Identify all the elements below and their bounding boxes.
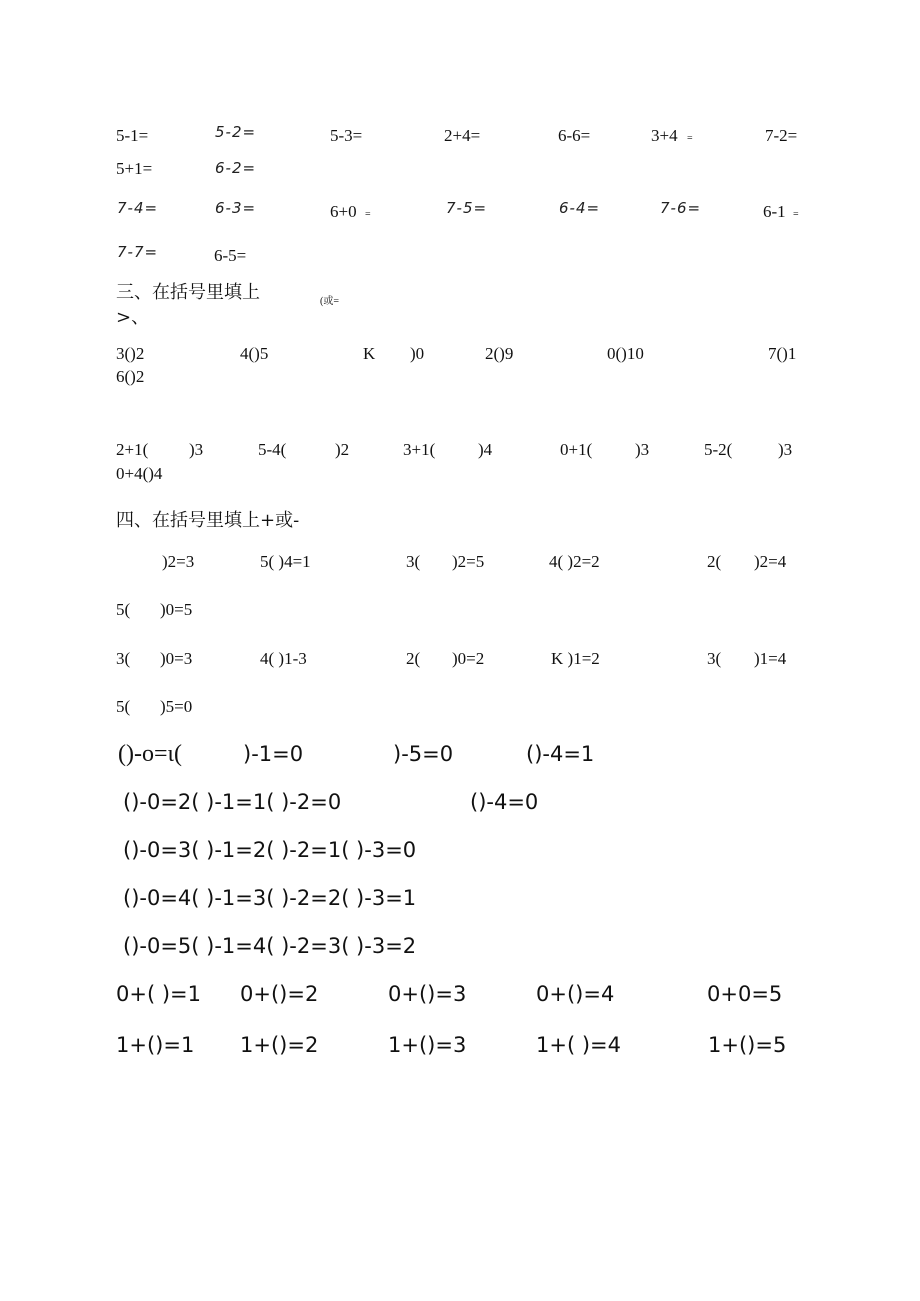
equation-3-plus-4: 3+4 [651, 126, 678, 145]
fill-line1-b: )-1=0 [243, 742, 304, 766]
sign-row2-c-left: 2( [406, 649, 421, 668]
section-three-title-cont: >、 [116, 307, 150, 328]
sign-row2-c-right: )0=2 [452, 649, 485, 668]
sign-row1-e-left: 2( [707, 552, 722, 571]
compare-4-5: 4()5 [240, 344, 269, 363]
fill-line1-c: )-5=0 [393, 742, 454, 766]
fill-line7-d: 1+( )=4 [536, 1033, 621, 1057]
fill-line2-b: ()-4=0 [470, 790, 539, 814]
sign-row1-e-right: )2=4 [754, 552, 787, 571]
sign-row2-f-left: 5( [116, 697, 131, 716]
compare-5minus2-right: )3 [778, 440, 793, 459]
fill-line6-c: 0+()=3 [388, 982, 467, 1006]
equation-6-4: 6-4= [559, 199, 601, 217]
sign-row2-f-right: )5=0 [160, 697, 193, 716]
equation-6-6: 6-6= [558, 126, 591, 145]
fill-line6-b: 0+()=2 [240, 982, 319, 1006]
fill-line4: ()-0=4( )-1=3( )-2=2( )-3=1 [123, 886, 417, 910]
sign-row2-a-left: 3( [116, 649, 131, 668]
equation-7-2: 7-2= [765, 126, 798, 145]
compare-k: K [363, 344, 376, 363]
equation-6-3: 6-3= [215, 199, 257, 217]
compare-0plus1-left: 0+1( [560, 440, 593, 459]
sign-row2-e-left: 3( [707, 649, 722, 668]
compare-0plus4: 0+4()4 [116, 464, 163, 483]
sign-row2-d: K )1=2 [551, 649, 600, 668]
compare-0plus1-right: )3 [635, 440, 650, 459]
compare-2-9: 2()9 [485, 344, 514, 363]
sign-row1-c-left: 3( [406, 552, 421, 571]
equation-6-2: 6-2= [215, 159, 257, 177]
sign-row2-e-right: )1=4 [754, 649, 787, 668]
compare-3-2: 3()2 [116, 344, 145, 363]
sign-row1-f-left: 5( [116, 600, 131, 619]
compare-3plus1-right: )4 [478, 440, 493, 459]
fill-line5: ()-0=5( )-1=4( )-2=3( )-3=2 [123, 934, 417, 958]
equation-5-1: 5-1= [116, 126, 149, 145]
fill-line1-d: ()-4=1 [526, 742, 595, 766]
section-three-note: (或= [320, 296, 339, 307]
equation-5-3: 5-3= [330, 126, 363, 145]
sign-row2-b: 4( )1-3 [260, 649, 307, 668]
equation-6-5: 6-5= [214, 246, 247, 265]
compare-5minus2-left: 5-2( [704, 440, 733, 459]
sign-row1-a: )2=3 [162, 552, 195, 571]
compare-0-10: 0()10 [607, 344, 644, 363]
equation-5-2: 5-2= [215, 123, 257, 141]
fill-line7-e: 1+()=5 [708, 1033, 787, 1057]
fill-line2-a: ()-0=2( )-1=1( )-2=0 [123, 790, 342, 814]
compare-3plus1-left: 3+1( [403, 440, 436, 459]
compare-2plus1-left: 2+1( [116, 440, 149, 459]
fill-line1-a: ()-o=ι( [118, 741, 182, 767]
equation-6-1: 6-1 [763, 202, 786, 221]
equation-6-plus-0: 6+0 [330, 202, 357, 221]
fill-line6-e: 0+0=5 [707, 982, 783, 1006]
compare-2plus1-right: )3 [189, 440, 204, 459]
equals-mark: = [687, 133, 693, 144]
sign-row1-d: 4( )2=2 [549, 552, 600, 571]
equals-mark: = [793, 209, 799, 220]
fill-line3: ()-0=3( )-1=2( )-2=1( )-3=0 [123, 838, 417, 862]
equation-2-plus-4: 2+4= [444, 126, 481, 145]
compare-6-2: 6()2 [116, 367, 145, 386]
equation-7-6: 7-6= [660, 199, 702, 217]
sign-row1-b: 5( )4=1 [260, 552, 311, 571]
equation-5-plus-1: 5+1= [116, 159, 153, 178]
compare-k-0: )0 [410, 344, 425, 363]
section-three-title: 三、在括号里填上 [116, 282, 260, 303]
equation-7-7: 7-7= [117, 243, 159, 261]
equation-7-5: 7-5= [446, 199, 488, 217]
equation-7-4: 7-4= [117, 199, 159, 217]
sign-row1-f-right: )0=5 [160, 600, 193, 619]
sign-row2-a-right: )0=3 [160, 649, 193, 668]
sign-row1-c-right: )2=5 [452, 552, 485, 571]
section-four-title: 四、在括号里填上+或- [116, 510, 300, 531]
equals-mark: = [365, 209, 371, 220]
fill-line6-d: 0+()=4 [536, 982, 615, 1006]
compare-7-1: 7()1 [768, 344, 797, 363]
compare-5minus4-right: )2 [335, 440, 350, 459]
fill-line7-c: 1+()=3 [388, 1033, 467, 1057]
fill-line7-b: 1+()=2 [240, 1033, 319, 1057]
fill-line6-a: 0+( )=1 [116, 982, 201, 1006]
fill-line7-a: 1+()=1 [116, 1033, 195, 1057]
compare-5minus4-left: 5-4( [258, 440, 287, 459]
